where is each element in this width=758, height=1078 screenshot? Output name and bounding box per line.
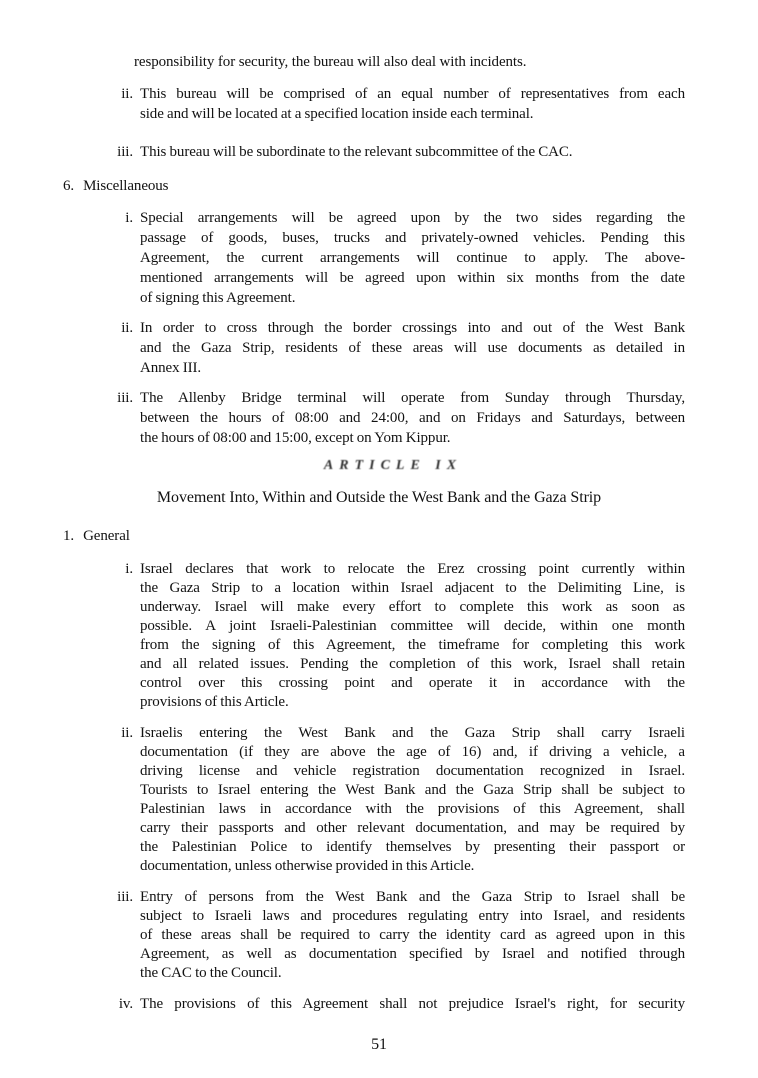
item-text: [140, 208, 685, 308]
text-line: the Gaza Strip to a location within Israel adjacent to the Delimiting Line, is: [140, 580, 685, 596]
item-text: [140, 995, 685, 1014]
item-marker: iii.: [117, 390, 133, 406]
text-line: from the signing of this Agreement, the timeframe for completing this work: [140, 637, 685, 653]
item-text: [140, 84, 685, 124]
text-line: between the hours of 08:00 and 24:00, and on Fridays and Saturdays, between: [140, 410, 685, 426]
section-number: 6.: [63, 178, 75, 194]
text-line: control over this crossing point and operate it in accordance with the: [140, 675, 685, 691]
paragraph-continuation-line: responsibility for security, the bureau will also deal with incidents.: [134, 54, 527, 70]
list-item: [0, 888, 758, 983]
section-number: 1.: [63, 528, 75, 544]
text-line: and the Gaza Strip, residents of these areas will use documents as detailed in: [140, 340, 685, 356]
text-line: The provisions of this Agreement shall not prejudice Israel's right, for security: [140, 996, 685, 1012]
text-line: This bureau will be subordinate to the relevant subcommittee of the CAC.: [140, 144, 573, 160]
general-item-list: [0, 560, 758, 1014]
text-line: of signing this Agreement.: [140, 290, 296, 306]
list-item: [0, 560, 758, 712]
text-line: Agreement, as well as documentation specified by Israel and notified through: [140, 946, 685, 962]
item-marker: iii.: [117, 889, 133, 905]
top-item-list: [0, 84, 758, 162]
item-text: [140, 388, 685, 448]
text-line: possible. A joint Israeli-Palestinian committee will decide, within one month: [140, 618, 685, 634]
text-line: Annex III.: [140, 360, 202, 376]
list-item: [0, 388, 758, 448]
item-text: [140, 318, 685, 378]
item-marker: iii.: [117, 144, 133, 160]
text-line: Israelis entering the West Bank and the Gaza Strip shall carry Israeli: [140, 725, 685, 741]
item-text: [140, 560, 685, 712]
text-line: mentioned arrangements will be agreed upon within six months from the date: [140, 270, 685, 286]
item-text: [140, 888, 685, 983]
list-item: [0, 142, 758, 162]
text-line: Israel declares that work to relocate the Erez crossing point currently within: [140, 561, 685, 577]
list-item: [0, 995, 758, 1014]
article-heading: ARTICLE IX: [323, 458, 463, 473]
item-marker: i.: [125, 210, 133, 226]
text-line: underway. Israel will make every effort to complete this work as soon as: [140, 599, 685, 615]
list-item: [0, 208, 758, 308]
text-line: Special arrangements will be agreed upon by the two sides regarding the: [140, 210, 685, 226]
text-line: Entry of persons from the West Bank and the Gaza Strip to Israel shall be: [140, 889, 685, 905]
item-marker: iv.: [118, 996, 133, 1012]
item-marker: ii.: [121, 725, 133, 741]
text-line: Agreement, the current arrangements will continue to apply. The above-: [140, 250, 685, 266]
miscellaneous-item-list: [0, 208, 758, 448]
text-line: Palestinian laws in accordance with the provisions of this Agreement, shall: [140, 801, 685, 817]
text-line: and all related issues. Pending the completion of this work, Israel shall retain: [140, 656, 685, 672]
item-marker: ii.: [121, 86, 133, 102]
text-line: passage of goods, buses, trucks and privately-owned vehicles. Pending this: [140, 230, 685, 246]
text-line: In order to cross through the border crossings into and out of the West Bank: [140, 320, 685, 336]
text-line: the Palestinian Police to identify themselves by presenting their passport or: [140, 839, 685, 855]
article-subtitle: Movement Into, Within and Outside the West Bank and the Gaza Strip: [156, 489, 602, 506]
text-line: documentation, unless otherwise provided in this Article.: [140, 858, 475, 874]
text-line: the hours of 08:00 and 15:00, except on Yom Kippur.: [140, 430, 451, 446]
text-line: carry their passports and other relevant documentation, and may be required by: [140, 820, 685, 836]
section-title: Miscellaneous: [83, 178, 169, 194]
list-item: [0, 84, 758, 124]
section-heading-general: [0, 526, 758, 546]
text-line: side and will be located at a specified location inside each terminal.: [140, 106, 534, 122]
item-marker: ii.: [121, 320, 133, 336]
item-text: [140, 142, 685, 162]
section-title: General: [83, 528, 130, 544]
page-number: 51: [371, 1036, 387, 1053]
text-line: of these areas shall be required to carry the identity card as agreed upon in this: [140, 927, 685, 943]
list-item: [0, 724, 758, 876]
text-line: driving license and vehicle registration documentation recognized in Israel.: [140, 763, 685, 779]
text-line: documentation (if they are above the age of 16) and, if driving a vehicle, a: [140, 744, 685, 760]
text-line: subject to Israeli laws and procedures regulating entry into Israel, and residents: [140, 908, 685, 924]
list-item: [0, 318, 758, 378]
item-text: [140, 724, 685, 876]
text-line: This bureau will be comprised of an equal number of representatives from each: [140, 86, 685, 102]
section-heading-miscellaneous: [0, 176, 758, 196]
text-line: provisions of this Article.: [140, 694, 289, 710]
item-marker: i.: [125, 561, 133, 577]
text-line: Tourists to Israel entering the West Bank and the Gaza Strip shall be subject to: [140, 782, 685, 798]
text-line: the CAC to the Council.: [140, 965, 282, 981]
text-line: The Allenby Bridge terminal will operate from Sunday through Thursday,: [140, 390, 685, 406]
